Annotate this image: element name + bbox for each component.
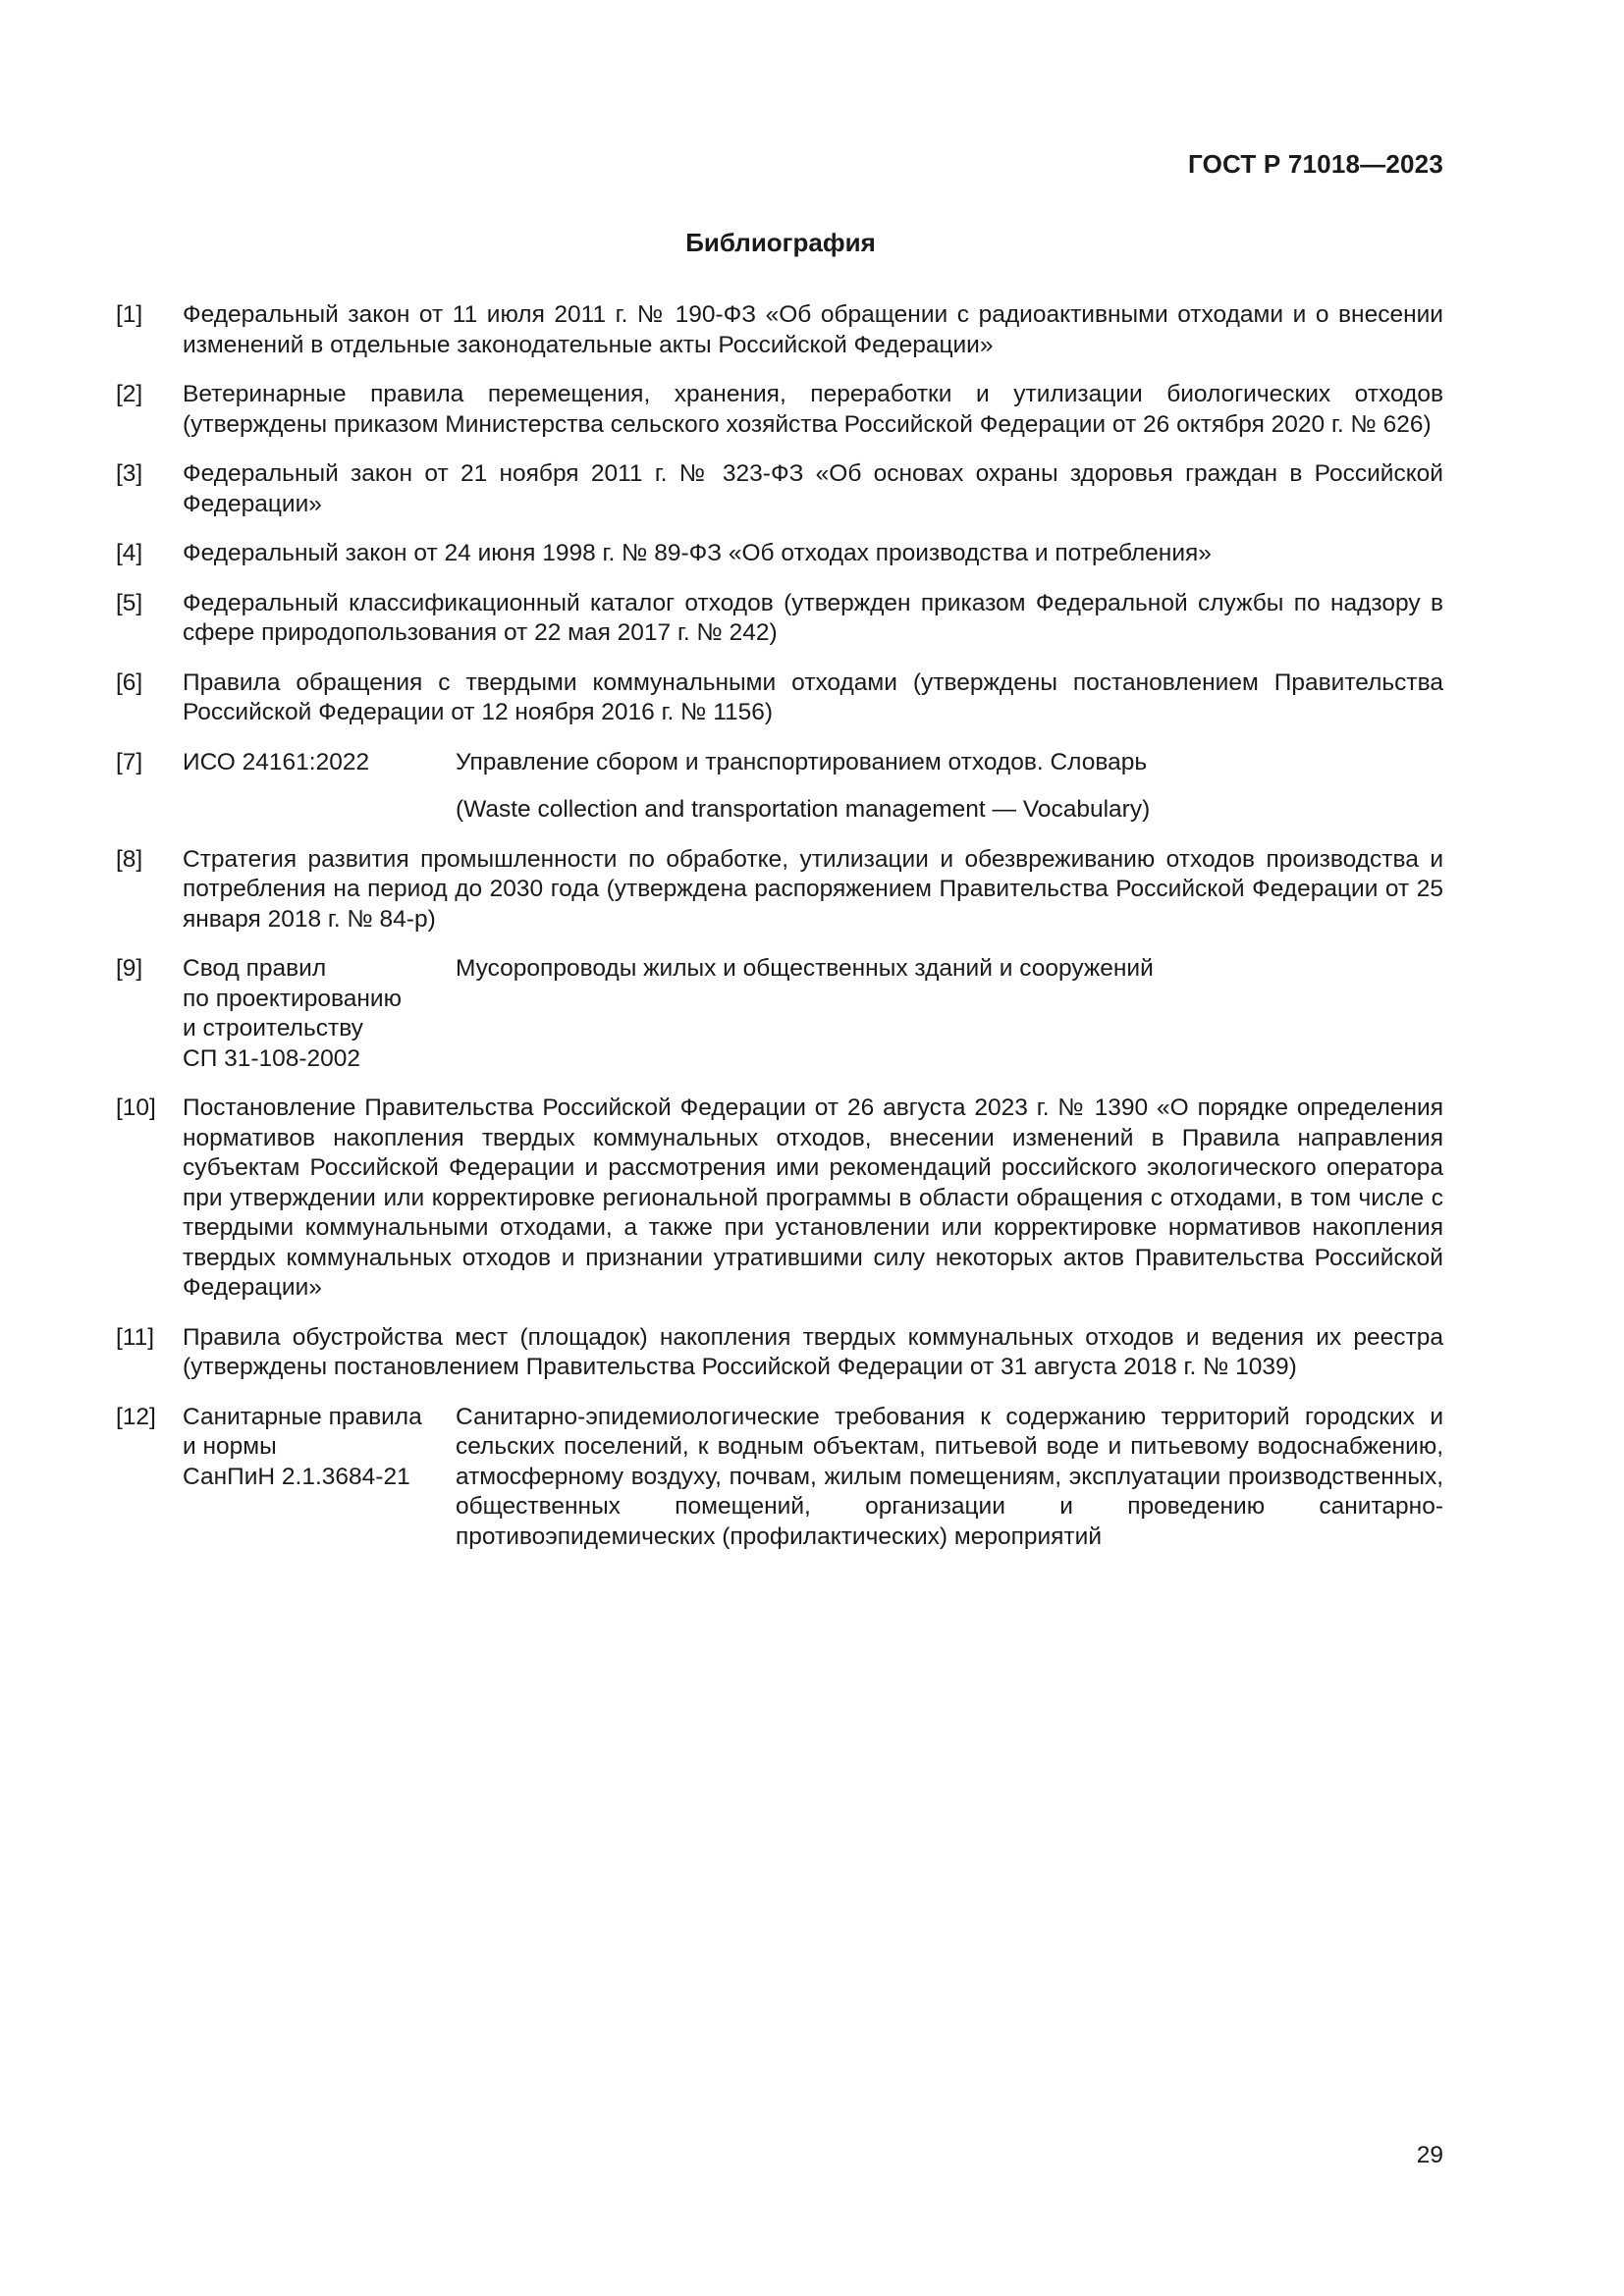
bibliography-entry [116,459,1443,519]
entry-number: [7] [116,748,143,775]
entry-text: Федеральный закон от 11 июля 2011 г. № 190-ФЗ «Об обращении с радиоактивными отходами и о внесении изменений в отдельные законодательные акты Российской Федерации» [183,301,1443,358]
entry-number: [1] [116,301,143,328]
bibliography-entry [116,845,1443,935]
entry-text: Ветеринарные правила перемещения, хранения, переработки и утилизации биологических отходов (утверждены приказом Министерства сельского хозяйства Российской Федерации от 26 октября 2020 г. № 626) [183,381,1443,438]
entry-title-original: (Waste collection and transportation management — Vocabulary) [456,796,1151,823]
entry-number: [8] [116,845,143,873]
entry-text: Федеральный закон от 24 июня 1998 г. № 89-ФЗ «Об отходах производства и потребления» [183,540,1212,566]
bibliography-entry [116,380,1443,440]
bibliography-entry [116,748,1443,826]
entry-text: Постановление Правительства Российской Федерации от 26 августа 2023 г. № 1390 «О порядке определения нормативов накопления твердых коммунальных отходов, внесении изменений в Правила направления субъектам Российской Федерации и рассмотрения ими рекомендаций российского экологического оператора при утверждении или корректировке региональной программы в области обращения с отходами, в том числе с твердыми коммунальными отходами, а также при установлении или корректировке нормативов накопления твердых коммунальных отходов и признании утратившими силу некоторых актов Правительства Российской Федерации» [183,1095,1443,1301]
entry-number: [10] [116,1095,156,1121]
document-code: ГОСТ Р 71018—2023 [1188,149,1443,179]
entry-number: [2] [116,381,143,407]
entry-number: [3] [116,460,143,487]
entry-text: Федеральный закон от 21 ноября 2011 г. № 323-ФЗ «Об основах охраны здоровья граждан в Российской Федерации» [183,460,1443,517]
entry-number: [11] [116,1323,155,1351]
entry-title-block [456,748,1443,826]
entry-number: [5] [116,589,143,616]
entry-number: [12] [116,1403,156,1430]
bibliography-entry [116,1323,1443,1383]
entry-split [183,954,1443,1074]
bibliography-entry [116,539,1443,569]
entry-title: Санитарно-эпидемиологические требования к содержанию территорий городских и сельских поселений, к водным объектам, питьевой воде и питьевому водоснабжению, атмосферному воздуху, почвам, жилым помещениям, эксплуатации производственных, общественных помещений, организации и проведению санитарно-противоэпидемических (профилактических) мероприятий [456,1403,1443,1550]
page-number: 29 [1416,2142,1443,2168]
entry-number: [4] [116,540,143,566]
bibliography-entry [116,954,1443,1074]
entry-title: Управление сбором и транспортированием отходов. Словарь [456,748,1148,775]
entry-designation: Санитарные правила и нормы СанПиН 2.1.3684-21 [183,1403,422,1490]
bibliography-entry [116,300,1443,360]
entry-title: Мусоропроводы жилых и общественных зданий и сооружений [456,955,1154,982]
bibliography-entry [116,1403,1443,1553]
entry-split [183,1403,1443,1553]
entry-text: Стратегия развития промышленности по обработке, утилизации и обезвреживанию отходов производства и потребления на период до 2030 года (утверждена распоряжением Правительства Российской Федерации от 25 января 2018 г. № 84-р) [183,845,1443,933]
entry-text: Правила обращения с твердыми коммунальными отходами (утверждены постановлением Правительства Российской Федерации от 12 ноября 2016 г. № 1156) [183,668,1443,725]
entry-number: [6] [116,668,143,696]
entry-text: Правила обустройства мест (площадок) накопления твердых коммунальных отходов и ведения их реестра (утверждены постановлением Правительства Российской Федерации от 31 августа 2018 г. № 1039) [183,1323,1443,1380]
entry-split [183,748,1443,826]
bibliography-list [116,300,1443,1572]
entry-number: [9] [116,955,143,982]
bibliography-entry [116,589,1443,649]
entry-designation: Свод правил по проектированию и строительству СП 31-108-2002 [183,955,402,1072]
bibliography-entry [116,668,1443,728]
page-title: Библиография [685,228,876,257]
entry-text: Федеральный классификационный каталог отходов (утвержден приказом Федеральной службы по надзору в сфере природопользования от 22 мая 2017 г. № 242) [183,589,1443,646]
bibliography-entry [116,1094,1443,1304]
entry-designation: ИСО 24161:2022 [183,748,370,775]
